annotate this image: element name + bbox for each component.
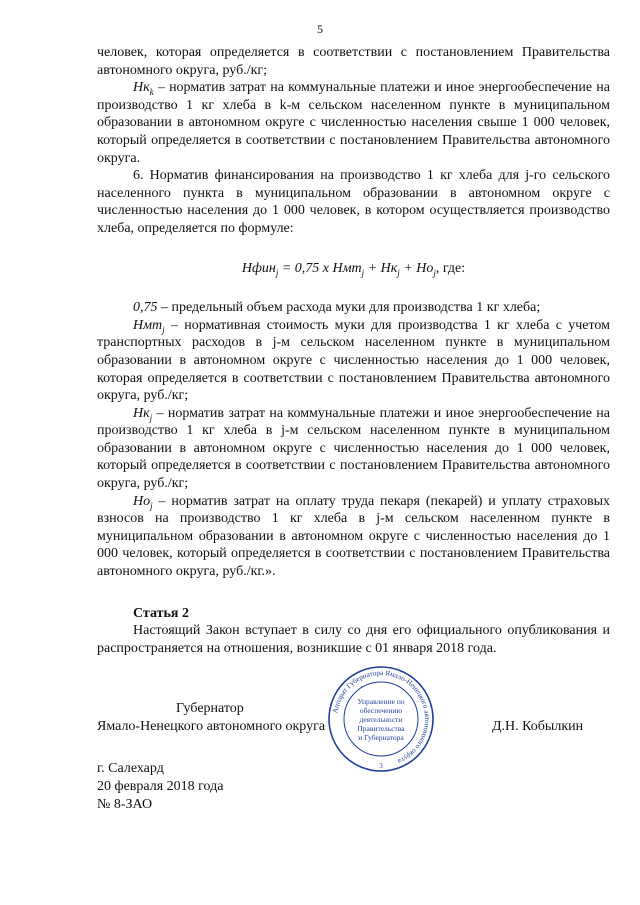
paragraph-2-text: – норматив затрат на коммунальные платежи и иное энергообеспечение на производство 1 кг хлеба в k-м сельском населенном пункте в муниципальном образовании в автономном округе с численностью населения свыше 1 000 человек, который определяется в соответствии с постановлением Правительства автономного округа. bbox=[97, 80, 610, 166]
paragraph-6-text: – норматив затрат на коммунальные платежи и иное энергообеспечение на производство 1 кг хлеба в j-м сельском населенном пункте в муниципальном образовании в автономном округе с численностью населения до 1 000 человек, который определяется в соответствии с постановлением Правительства автономного округа, руб./кг; bbox=[97, 405, 610, 492]
symbol-nmt: Нмт bbox=[133, 317, 163, 333]
paragraph-3: 6. Норматив финансирования на производство 1 кг хлеба для j-го сельского населенного пункта в муниципальном образовании в автономном округе с численностью населения до 1 000 человек, в котором осуществляется производство хлеба, определяется по формуле: bbox=[97, 168, 610, 236]
paragraph-6 bbox=[97, 405, 610, 493]
paragraph-2 bbox=[97, 79, 610, 167]
symbol-nkj-sub: j bbox=[149, 412, 153, 423]
symbol-nmt-sub: j bbox=[162, 324, 165, 335]
governor-title: Губернатор bbox=[176, 701, 244, 716]
document-body bbox=[97, 44, 610, 657]
paragraph-7-text: – норматив затрат на оплату труда пекаря (пекарей) и уплату страховых взносов на производство 1 кг хлеба в j-м сельском населенном пункте в муниципальном образовании в автономном округе с численностью населения до 1 000 человек, который определяется в соответствии с постановлением Правительства автономного округа, руб./кг.». bbox=[97, 493, 610, 580]
date: 20 февраля 2018 года bbox=[97, 779, 224, 794]
paragraph-7 bbox=[97, 493, 610, 581]
formula-part-3: + Но bbox=[399, 260, 434, 276]
formula-end: , где: bbox=[435, 260, 466, 276]
governor-region: Ямало-Ненецкого автономного округа bbox=[97, 719, 326, 734]
formula-part-1: = 0,75 х Нмт bbox=[278, 260, 362, 276]
symbol-075: 0,75 bbox=[133, 300, 158, 316]
official-seal bbox=[326, 664, 436, 774]
formula-lhs-sub: j bbox=[275, 267, 279, 278]
paragraph-5 bbox=[97, 317, 610, 405]
document-footer bbox=[97, 760, 224, 814]
formula-part-2: + Нк bbox=[364, 260, 398, 276]
seal-ring-text: Аппарат Губернатора Ямало-Ненецкого автономного округа bbox=[331, 668, 432, 766]
seal-number: 3 bbox=[379, 762, 383, 770]
article-text: Настоящий Закон вступает в силу со дня его официального опубликования и распространяется на отношения, возникшие с 01 января 2018 года. bbox=[97, 623, 610, 656]
formula-sub-2: j bbox=[397, 267, 400, 278]
formula-lhs: Нфин bbox=[241, 260, 276, 276]
formula bbox=[97, 260, 610, 278]
law-number: № 8-ЗАО bbox=[97, 797, 153, 812]
symbol-nk: Нк bbox=[133, 80, 150, 96]
formula-sub-3: j bbox=[433, 267, 436, 278]
article-title: Статья 2 bbox=[133, 605, 189, 621]
city: г. Салехард bbox=[97, 761, 164, 776]
seal-line-2: обеспечению bbox=[359, 706, 403, 715]
paragraph-4 bbox=[97, 299, 610, 317]
paragraph-4-text: – предельный объем расхода муки для производства 1 кг хлеба; bbox=[157, 300, 541, 316]
symbol-no-sub: j bbox=[150, 500, 153, 511]
formula-sub-1: j bbox=[361, 267, 365, 278]
seal-line-3: деятельности bbox=[359, 715, 403, 724]
paragraph-1: человек, которая определяется в соответствии с постановлением Правительства автономного округа, руб./кг; bbox=[97, 45, 610, 78]
signer-name: Д.Н. Кобылкин bbox=[492, 719, 584, 734]
page-number: 5 bbox=[317, 22, 323, 36]
seal-line-1: Управление по bbox=[357, 697, 405, 706]
seal-line-4: Правительства bbox=[357, 724, 405, 733]
symbol-no: Но bbox=[133, 493, 151, 509]
seal-line-5: и Губернатора bbox=[358, 733, 404, 742]
symbol-nkj: Нк bbox=[133, 405, 150, 421]
symbol-nk-sub: k bbox=[149, 86, 154, 97]
paragraph-5-text: – нормативная стоимость муки для производства 1 кг хлеба с учетом транспортных расходов в j-м сельском населенном пункте в муниципальном образовании в автономном округе с численностью населения до 1 000 человек, которая определяется в соответствии с постановлением Правительства автономного округа, руб./кг; bbox=[97, 317, 610, 404]
